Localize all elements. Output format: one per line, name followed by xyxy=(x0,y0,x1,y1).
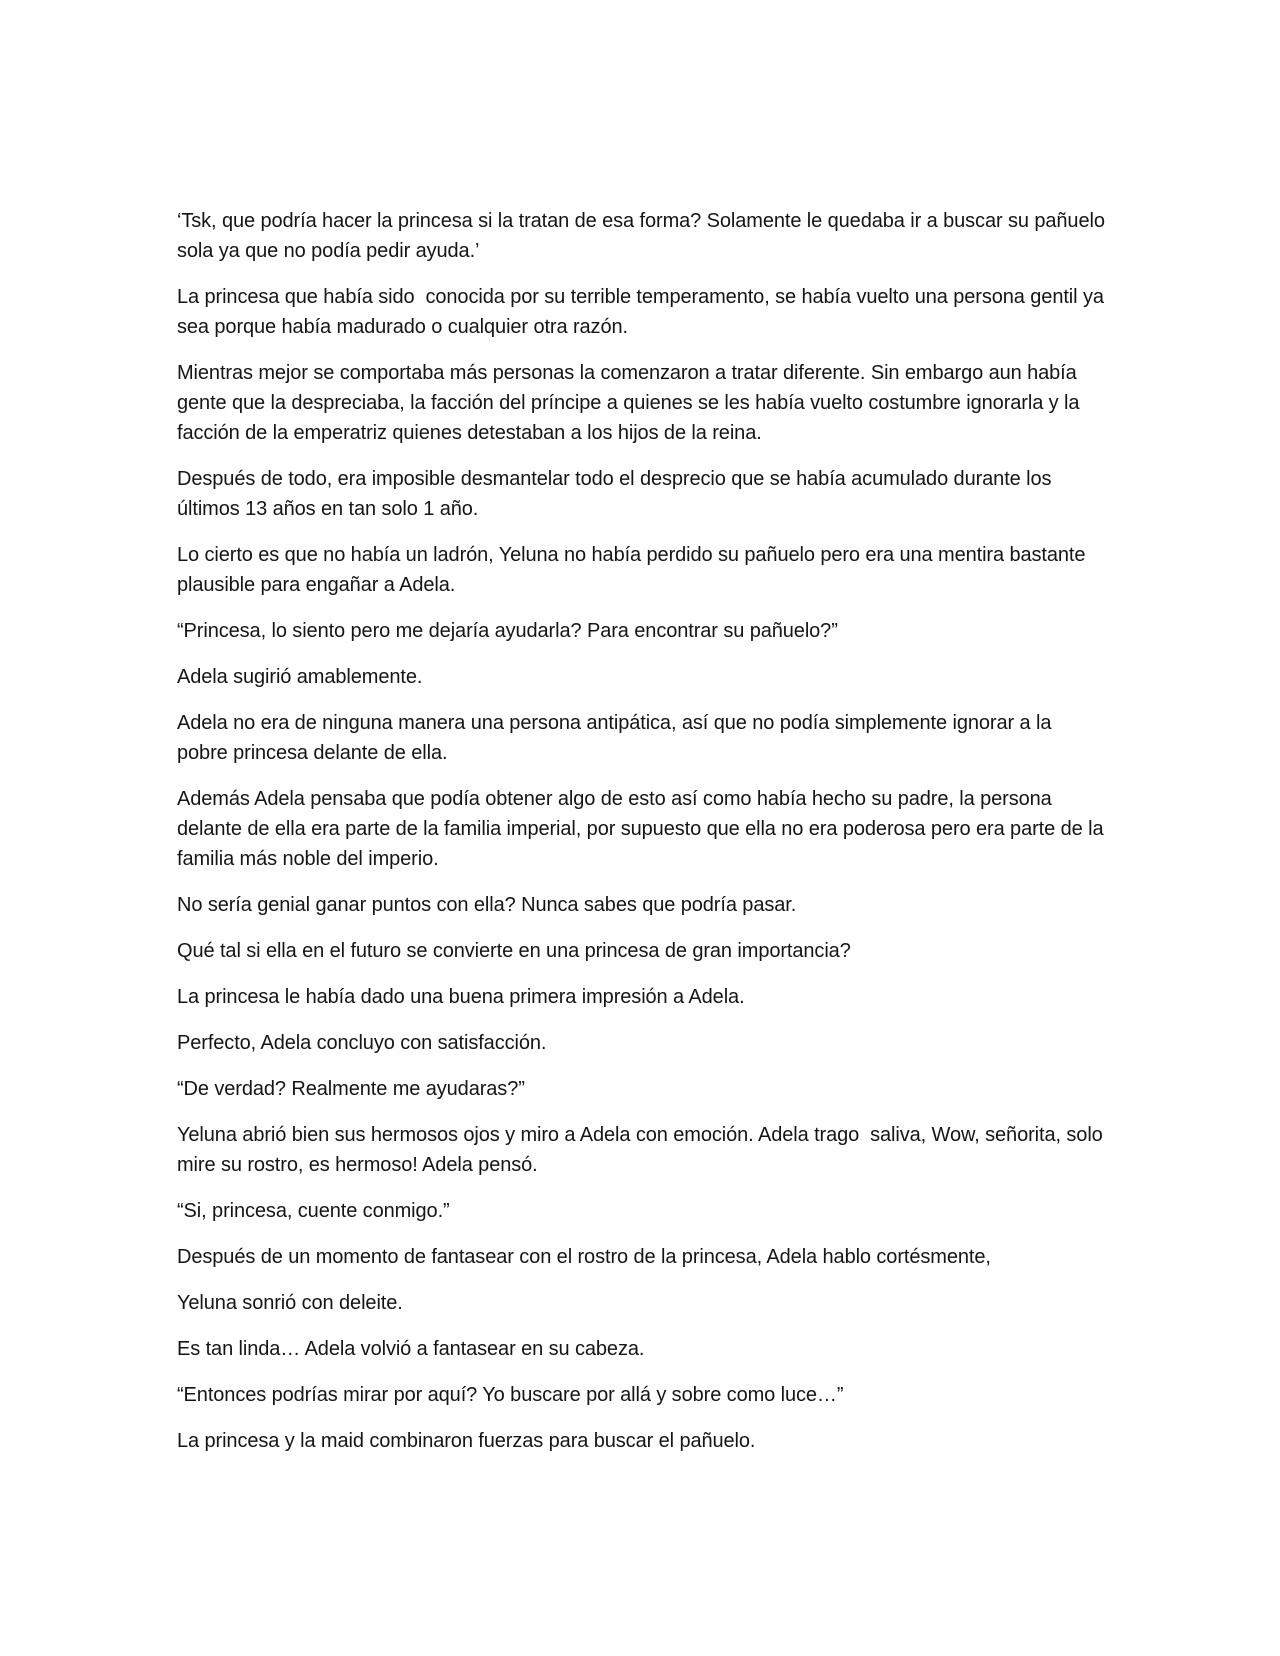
document-body xyxy=(177,206,1111,1472)
paragraph: “Princesa, lo siento pero me dejaría ayudarla? Para encontrar su pañuelo?” xyxy=(177,620,838,642)
paragraph: Adela no era de ninguna manera una persona antipática, así que no podía simplemente ignorar a la pobre princesa delante de ella. xyxy=(177,712,1057,764)
paragraph: Adela sugirió amablemente. xyxy=(177,666,423,688)
paragraph: Después de un momento de fantasear con el rostro de la princesa, Adela hablo cortésmente, xyxy=(177,1246,991,1268)
paragraph: Es tan linda… Adela volvió a fantasear en su cabeza. xyxy=(177,1338,645,1360)
paragraph: La princesa y la maid combinaron fuerzas para buscar el pañuelo. xyxy=(177,1430,756,1452)
paragraph: Después de todo, era imposible desmantelar todo el desprecio que se había acumulado durante los últimos 13 años en tan solo 1 año. xyxy=(177,468,1057,520)
paragraph: Además Adela pensaba que podía obtener algo de esto así como había hecho su padre, la persona delante de ella era parte de la familia imperial, por supuesto que ella no era poderosa pero era parte de la familia más noble del imperio. xyxy=(177,788,1109,870)
paragraph: Yeluna sonrió con deleite. xyxy=(177,1292,403,1314)
paragraph: La princesa le había dado una buena primera impresión a Adela. xyxy=(177,986,745,1008)
paragraph: “De verdad? Realmente me ayudaras?” xyxy=(177,1078,525,1100)
paragraph: Perfecto, Adela concluyo con satisfacción. xyxy=(177,1032,547,1054)
paragraph: No sería genial ganar puntos con ella? Nunca sabes que podría pasar. xyxy=(177,894,797,916)
paragraph: La princesa que había sido conocida por su terrible temperamento, se había vuelto una persona gentil ya sea porque había madurado o cualquier otra razón. xyxy=(177,286,1110,338)
paragraph: “Si, princesa, cuente conmigo.” xyxy=(177,1200,450,1222)
paragraph: Qué tal si ella en el futuro se convierte en una princesa de gran importancia? xyxy=(177,940,851,962)
paragraph: Yeluna abrió bien sus hermosos ojos y miro a Adela con emoción. Adela trago saliva, Wow, señorita, solo mire su rostro, es hermoso! Adela pensó. xyxy=(177,1124,1109,1176)
paragraph: “Entonces podrías mirar por aquí? Yo buscare por allá y sobre como luce…” xyxy=(177,1384,844,1406)
paragraph: Lo cierto es que no había un ladrón, Yeluna no había perdido su pañuelo pero era una mentira bastante plausible para engañar a Adela. xyxy=(177,544,1091,596)
paragraph: ‘Tsk, que podría hacer la princesa si la tratan de esa forma? Solamente le quedaba ir a buscar su pañuelo sola ya que no podía pedir ayuda.’ xyxy=(177,210,1111,262)
paragraph: Mientras mejor se comportaba más personas la comenzaron a tratar diferente. Sin embargo aun había gente que la despreciaba, la facción del príncipe a quienes se les había vuelto costumbre ignorarla y la facción de la emperatriz quienes detestaban a los hijos de la reina. xyxy=(177,362,1085,444)
